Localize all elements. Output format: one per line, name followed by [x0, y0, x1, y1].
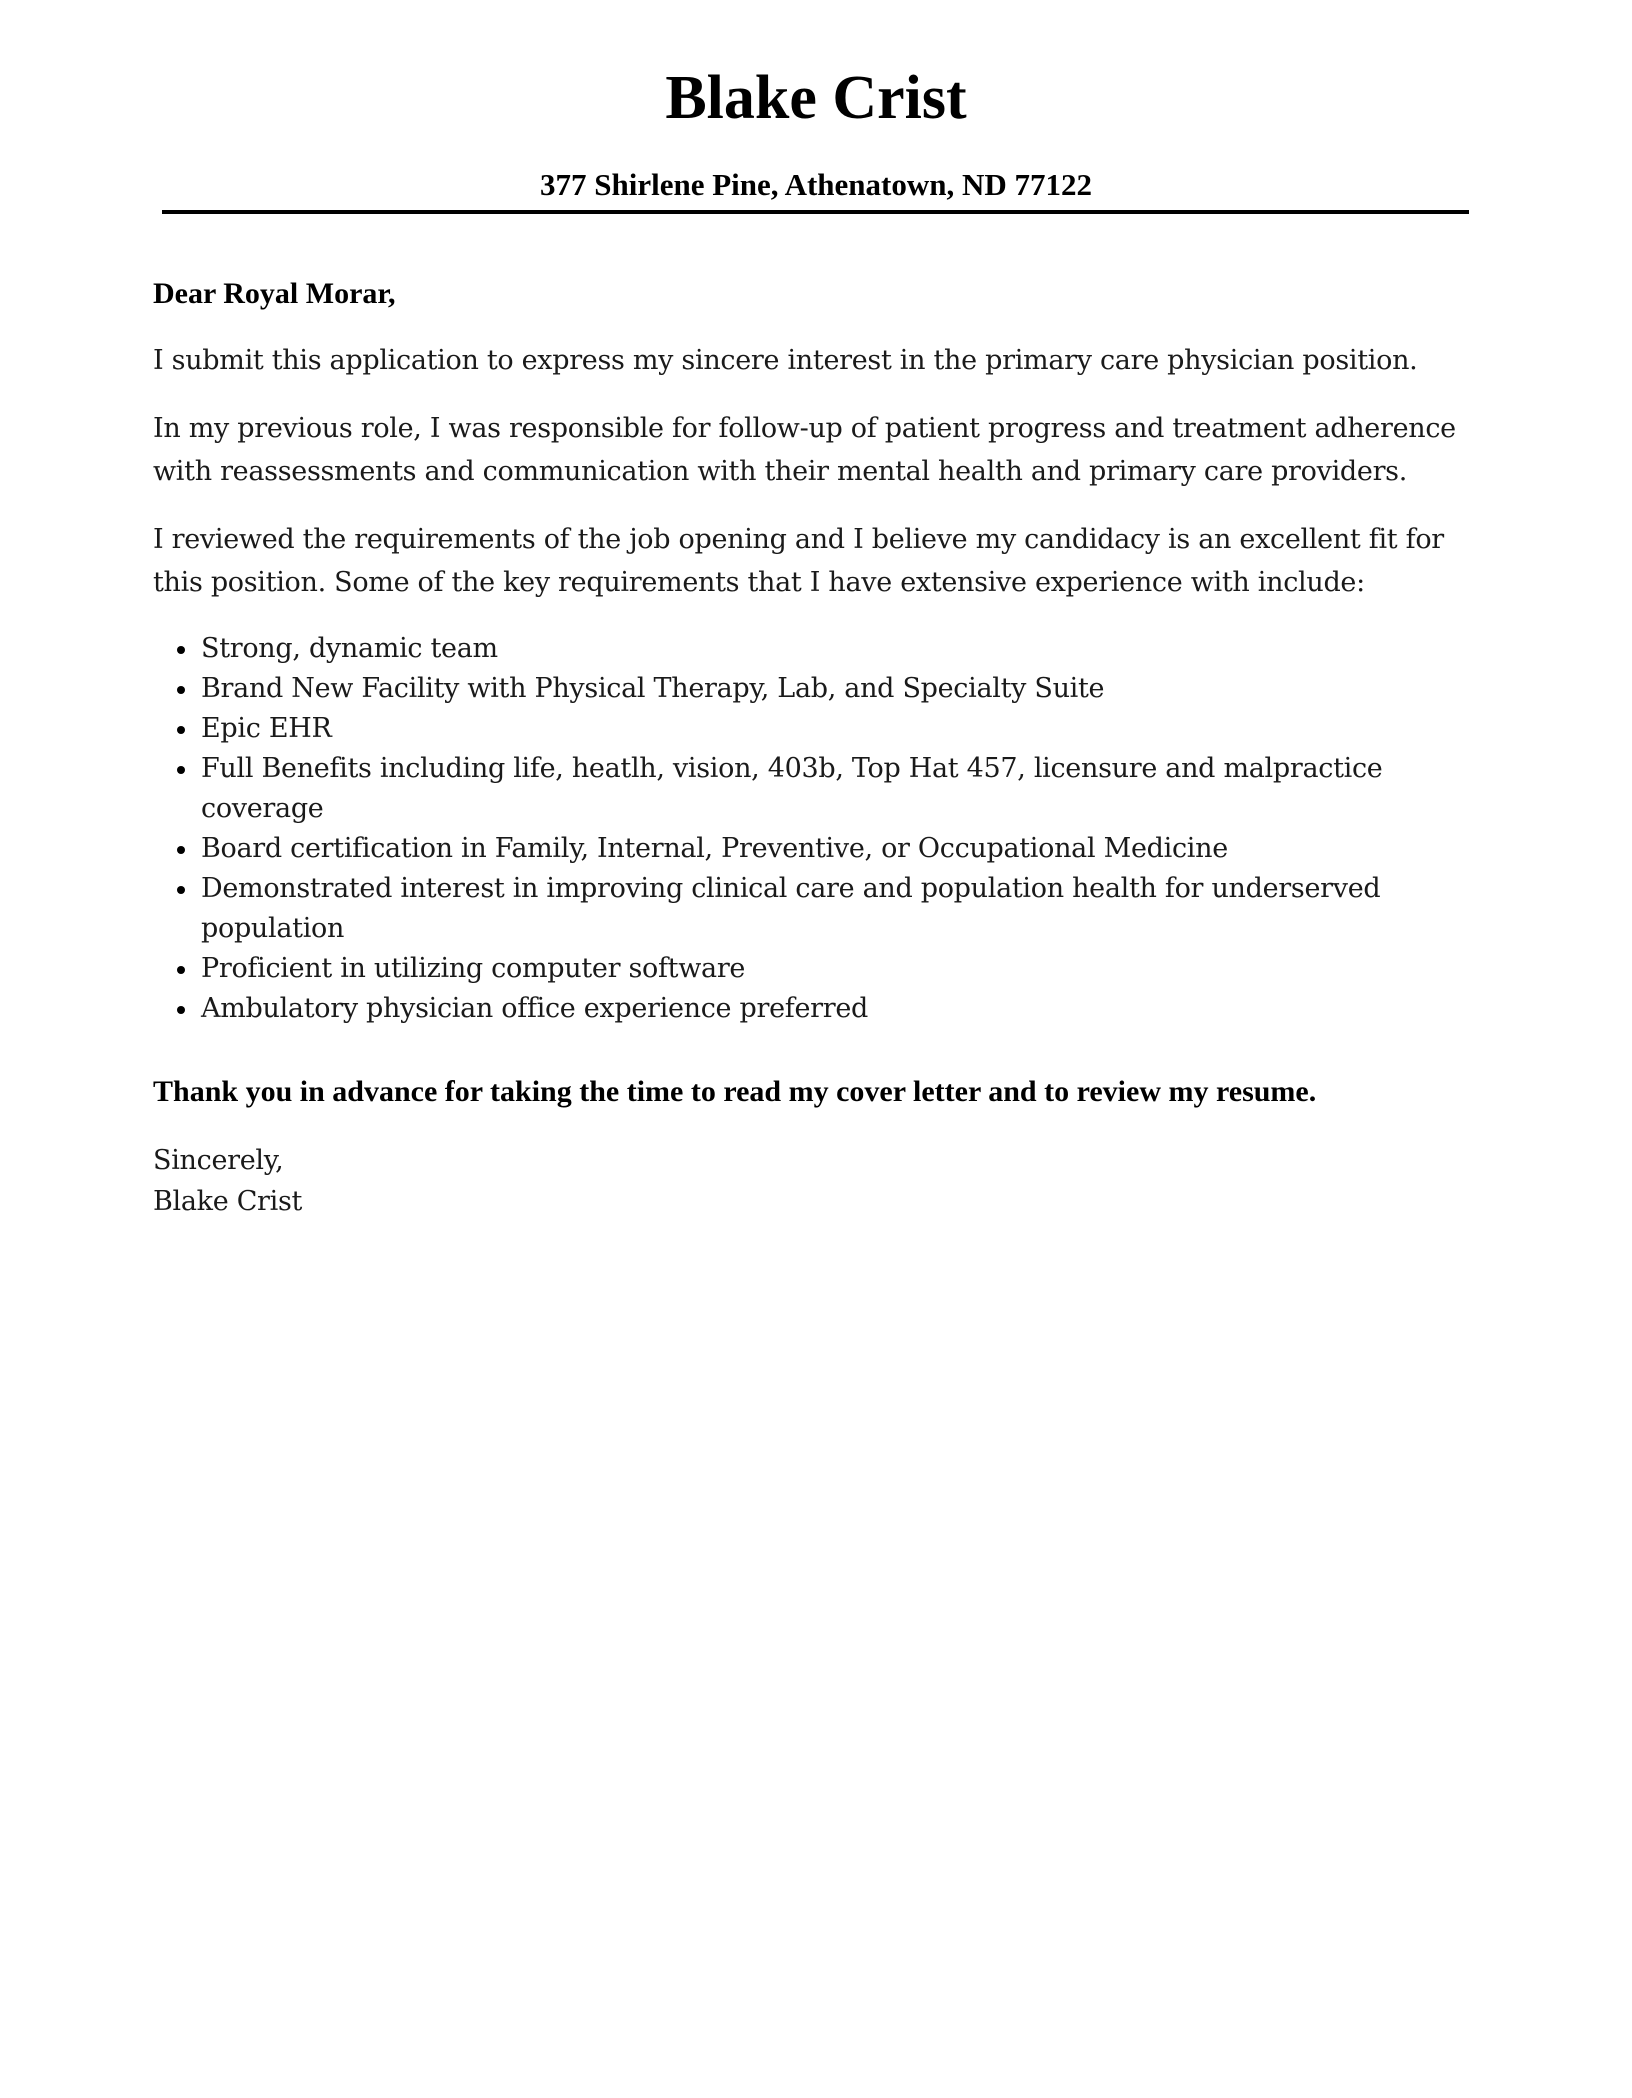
- applicant-address: 377 Shirlene Pine, Athenatown, ND 77122: [540, 167, 1092, 202]
- bullet-icon: [177, 646, 185, 654]
- bullet-icon: [177, 686, 185, 694]
- closing-block: [153, 1140, 1483, 1222]
- list-item-text: Full Benefits including life, heatlh, vision, 403b, Top Hat 457, licensure and malpractice coverage: [201, 753, 1383, 824]
- requirements-list: [153, 629, 1483, 1029]
- list-item: [153, 709, 1483, 749]
- experience-paragraph: In my previous role, I was responsible for follow-up of patient progress and treatment adherence with reassessments and communication with their mental health and primary care providers.: [153, 413, 1456, 487]
- list-item-text: Demonstrated interest in improving clinical care and population health for underserved population: [201, 873, 1381, 944]
- intro-paragraph: I submit this application to express my sincere interest in the primary care physician position.: [153, 345, 1418, 376]
- list-item: [153, 629, 1483, 669]
- bullet-icon: [177, 766, 185, 774]
- list-item: [153, 949, 1483, 989]
- bullet-icon: [177, 1006, 185, 1014]
- list-item: [153, 749, 1483, 829]
- bullet-icon: [177, 726, 185, 734]
- salutation: Dear Royal Morar,: [153, 277, 396, 310]
- list-item-text: Ambulatory physician office experience preferred: [201, 993, 869, 1024]
- header-divider: [162, 210, 1469, 214]
- list-item: [153, 869, 1483, 949]
- list-item-text: Brand New Facility with Physical Therapy, Lab, and Specialty Suite: [201, 673, 1105, 704]
- closing-text: Sincerely,: [153, 1145, 284, 1176]
- bullet-icon: [177, 966, 185, 974]
- bullet-icon: [177, 886, 185, 894]
- letter-body: [153, 273, 1483, 1222]
- signature-name: Blake Crist: [153, 1186, 303, 1217]
- applicant-name: Blake Crist: [665, 64, 967, 132]
- requirements-paragraph: I reviewed the requirements of the job opening and I believe my candidacy is an excellent fit for this position. Some of the key requirements that I have extensive experience with include:: [153, 524, 1444, 598]
- thank-you-line: Thank you in advance for taking the time to read my cover letter and to review my resume.: [153, 1075, 1317, 1108]
- bullet-icon: [177, 846, 185, 854]
- list-item-text: Strong, dynamic team: [201, 633, 498, 664]
- list-item: [153, 669, 1483, 709]
- list-item-text: Proficient in utilizing computer software: [201, 953, 746, 984]
- list-item: [153, 829, 1483, 869]
- list-item-text: Board certification in Family, Internal, Preventive, or Occupational Medicine: [201, 833, 1228, 864]
- list-item: [153, 989, 1483, 1029]
- list-item-text: Epic EHR: [201, 713, 332, 744]
